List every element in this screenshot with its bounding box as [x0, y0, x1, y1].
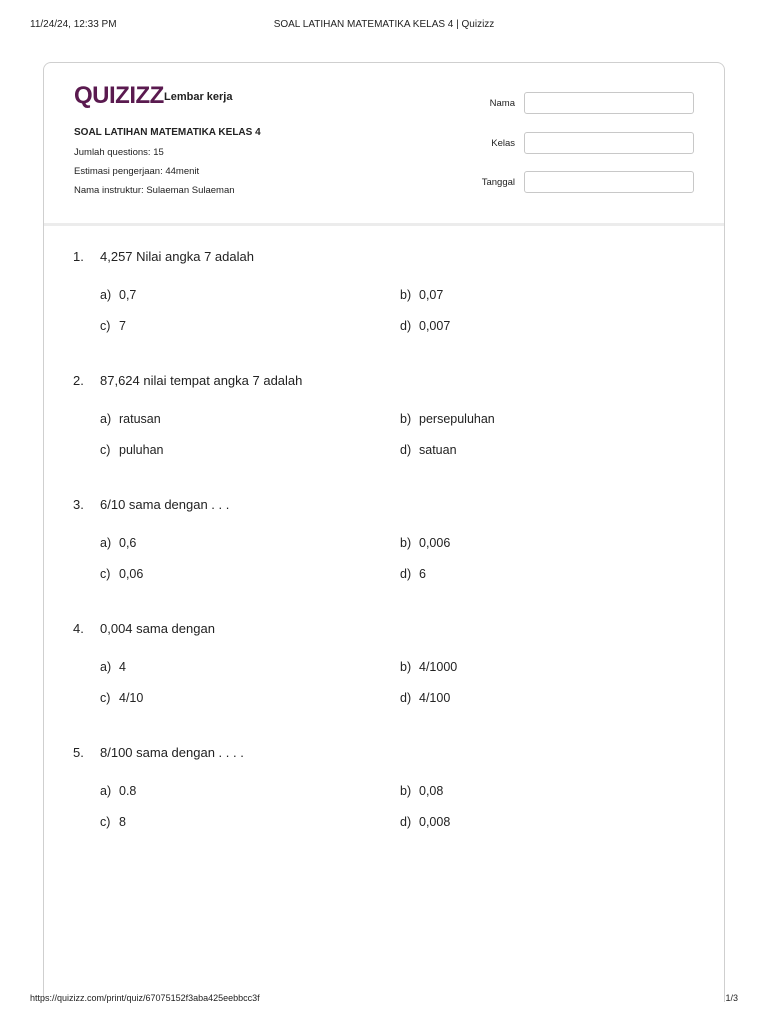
option-letter: b) [400, 784, 412, 798]
option-letter: a) [100, 784, 112, 798]
option-letter: c) [100, 443, 111, 457]
option-text: 0,08 [419, 784, 444, 798]
option-a [100, 288, 136, 302]
option-a [100, 412, 161, 426]
question-text: 87,624 nilai tempat angka 7 adalah [100, 373, 303, 388]
question-number: 3. [73, 497, 84, 512]
option-c [100, 815, 126, 829]
option-letter: d) [400, 815, 412, 829]
option-c [100, 567, 143, 581]
worksheet [43, 62, 725, 1002]
instructor-name: Nama instruktur: Sulaeman Sulaeman [74, 185, 235, 196]
option-text: 0,006 [419, 536, 451, 550]
page-number: 1/3 [725, 993, 738, 1003]
option-text: 0,008 [419, 815, 451, 829]
question-text: 0,004 sama dengan [100, 621, 215, 636]
option-letter: a) [100, 660, 112, 674]
option-b [400, 536, 450, 550]
option-text: 8 [119, 815, 126, 829]
estimated-duration: Estimasi pengerjaan: 44menit [74, 166, 200, 177]
option-text: 4/10 [119, 691, 144, 705]
sheet-type-label: Lembar kerja [164, 91, 233, 103]
option-d [400, 443, 457, 457]
class-label: Kelas [491, 138, 515, 149]
option-letter: a) [100, 412, 112, 426]
option-a [100, 784, 136, 798]
class-field[interactable] [524, 132, 694, 154]
date-label: Tanggal [481, 177, 515, 188]
print-url[interactable]: https://quizizz.com/print/quiz/67075152f3aba425eebbcc3f [30, 993, 260, 1003]
question-text: 4,257 Nilai angka 7 adalah [100, 249, 254, 264]
option-letter: b) [400, 288, 412, 302]
option-text: 4/1000 [419, 660, 458, 674]
option-text: persepuluhan [419, 412, 495, 426]
option-text: 0,6 [119, 536, 137, 550]
question-number: 5. [73, 745, 84, 760]
option-letter: d) [400, 443, 412, 457]
option-letter: a) [100, 288, 112, 302]
option-b [400, 412, 495, 426]
option-letter: b) [400, 536, 412, 550]
date-field[interactable] [524, 171, 694, 193]
print-title: SOAL LATIHAN MATEMATIKA KELAS 4 | Quizizz [273, 19, 495, 30]
option-letter: b) [400, 412, 412, 426]
option-letter: c) [100, 319, 111, 333]
option-c [100, 691, 143, 705]
worksheet-header [44, 63, 724, 226]
option-letter: d) [400, 567, 412, 581]
option-d [400, 691, 450, 705]
option-d [400, 815, 450, 829]
option-a [100, 660, 126, 674]
option-text: 7 [119, 319, 126, 333]
option-text: 0,007 [419, 319, 451, 333]
option-c [100, 319, 126, 333]
option-letter: c) [100, 815, 111, 829]
option-text: puluhan [119, 443, 164, 457]
option-letter: c) [100, 567, 111, 581]
option-c [100, 443, 164, 457]
option-letter: b) [400, 660, 412, 674]
question-number: 1. [73, 249, 84, 264]
print-footer [30, 993, 738, 1007]
option-b [400, 288, 443, 302]
option-text: 4/100 [419, 691, 451, 705]
name-field[interactable] [524, 92, 694, 114]
option-letter: c) [100, 691, 111, 705]
option-a [100, 536, 136, 550]
name-label: Nama [489, 98, 515, 109]
question-text: 6/10 sama dengan . . . [100, 497, 230, 512]
option-text: 0,07 [419, 288, 444, 302]
option-text: 0.8 [119, 784, 137, 798]
option-letter: d) [400, 319, 412, 333]
option-text: 4 [119, 660, 126, 674]
option-text: 0,7 [119, 288, 137, 302]
question-count: Jumlah questions: 15 [74, 147, 164, 158]
option-d [400, 319, 450, 333]
print-datetime: 11/24/24, 12:33 PM [30, 19, 117, 30]
option-b [400, 784, 443, 798]
quizizz-logo: QUIZIZZ [74, 82, 164, 109]
option-text: 6 [419, 567, 426, 581]
question-number: 2. [73, 373, 84, 388]
quiz-title: SOAL LATIHAN MATEMATIKA KELAS 4 [74, 127, 261, 138]
print-header [30, 19, 738, 33]
option-letter: a) [100, 536, 112, 550]
option-b [400, 660, 457, 674]
question-number: 4. [73, 621, 84, 636]
option-letter: d) [400, 691, 412, 705]
option-text: 0,06 [119, 567, 144, 581]
option-text: ratusan [119, 412, 161, 426]
question-text: 8/100 sama dengan . . . . [100, 745, 244, 760]
option-text: satuan [419, 443, 457, 457]
option-d [400, 567, 426, 581]
